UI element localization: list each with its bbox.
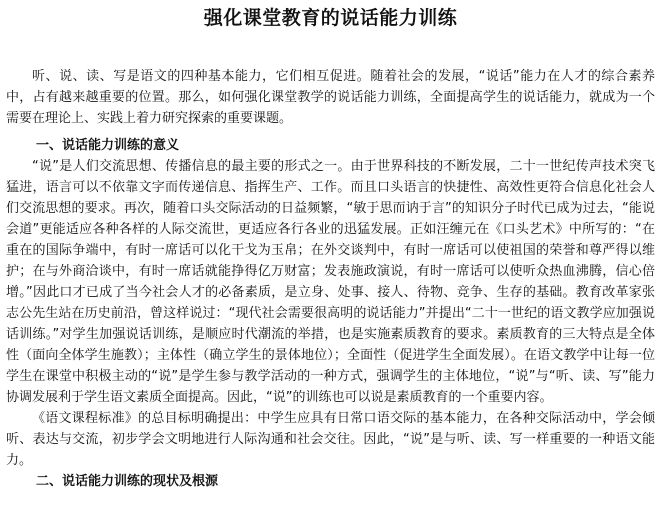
section-1-paragraph-2: 《语文课程标准》的总目标明确提出：中学生应具有日常口语交际的基本能力，在各种交际活动中，学会倾听、表达与交流，初步学会文明地进行人际沟通和社会交往。因此，“说”是与听、读、写一样重要的一种语文能力。 — [6, 411, 655, 468]
section-1-paragraph-1: “说”是人们交流思想、传播信息的最主要的形式之一。由于世界科技的不断发展，二十一世纪传声技术突飞猛进，语言可以不依靠文字而传递信息、指挥生产、工作。而且口头语言的快捷性、高效性更符合信息化社会人们交流思想的要求。再次，随着口头交际活动的日益频繁，“敏于思而讷于言”的知识分子时代已成为过去，“能说会道”更能适应各种各样的人际交流世，更适应各行各业的迅猛发展。正如汪缠元在《口头艺术》中所写的：“在重在的国际争端中，有时一席话可以化干戈为玉帛；在外交谈判中，有时一席话可以使祖国的荣誉和尊严得以维护；在与外商洽谈中，有时一席话就能挣得亿万财富；发表施政演说，有时一席话可以使听众热血沸腾，信心倍增。”因此口才已成了当今社会人才的必备素质，是立身、处事、接人、待物、竞争、生存的基础。教育改革家张志公先生站在历史前沿，曾这样说过：“现代社会需要很高明的说话能力”并提出“二十一世纪的语文教学应加强说话训练。”对学生加强说话训练，是顺应时代潮流的举措，也是实施素质教育的要求。素质教育的三大特点是全体性（面向全体学生施教）；主体性（确立学生的景体地位）；全面性（促进学生全面发展）。在语文教学中让每一位学生在课堂中积极主动的“说”是学生参与教学活动的一种方式，强调学生的主体地位，“说”与“听、读、写”能力协调发展利于学生语文素质全面提高。因此，“说”的训练也可以说是素质教育的一个重要内容。 — [6, 159, 655, 405]
page-title: 强化课堂教育的说话能力训练 — [203, 7, 458, 29]
document-body — [6, 66, 655, 492]
intro-paragraph: 听、说、读、写是语文的四种基本能力，它们相互促进。随着社会的发展，“说话”能力在人才的综合素养中，占有越来越重要的位置。那么，如何强化课堂教学的说话能力训练，全面提高学生的说话能力，就成为一个需要在理论上、实践上着力研究探索的重要课题。 — [6, 69, 655, 126]
section-1-heading: 一、说话能力训练的意义 — [36, 138, 180, 153]
section-2-heading: 二、说话能力训练的现状及根源 — [36, 474, 219, 489]
